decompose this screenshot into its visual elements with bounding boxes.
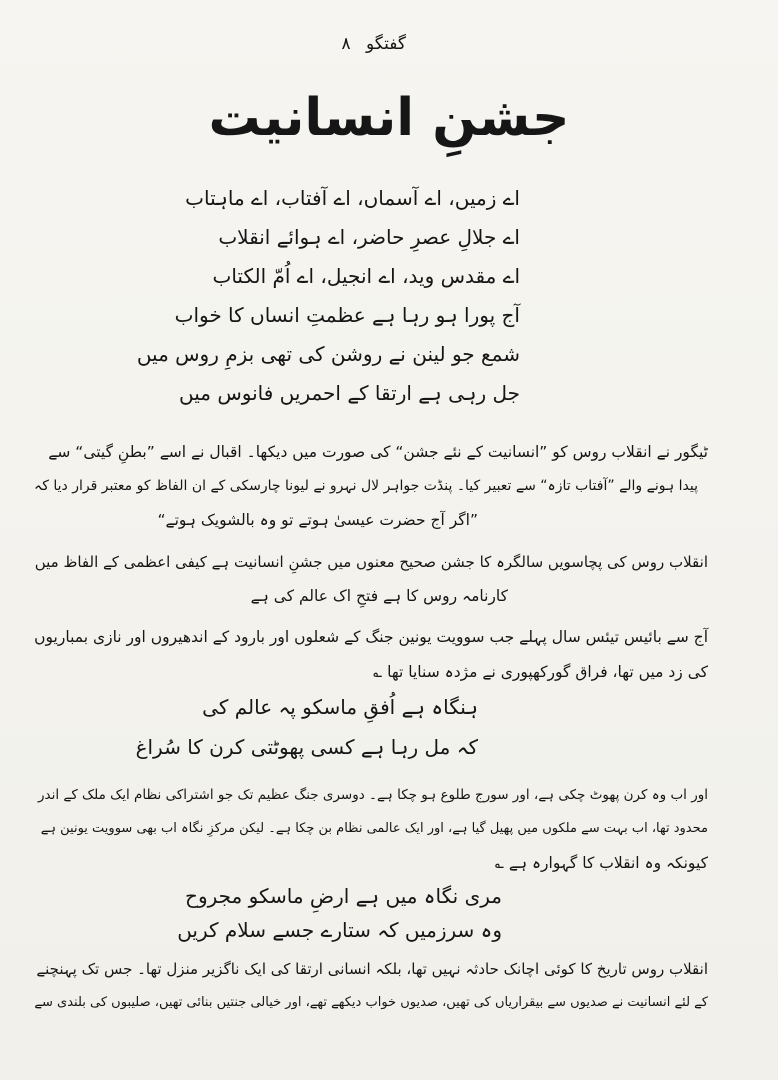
paragraph-line: کے لئے انسانیت نے صدیوں سے بیقراریاں کی تھیں، صدیوں خواب دیکھے تھے، اور خیالی جنتیں بنائی تھیں، صلیبوں کی بلندی سے bbox=[34, 995, 708, 1010]
poem2-line: ہنگاہ ہے اُفقِ ماسکو پہ عالم کی bbox=[202, 695, 478, 719]
paragraph-line: ”اگر آج حضرت عیسیٰ ہوتے تو وہ بالشویک ہوتے“ bbox=[157, 511, 478, 529]
poem1-line: اے جلالِ عصرِ حاضر، اے ہوائے انقلاب bbox=[218, 225, 520, 249]
paragraph-line: اور اب وہ کرن پھوٹ چکی ہے، اور سورج طلوع ہو چکا ہے۔ دوسری جنگ عظیم تک جو اشتراکی نظام ایک ملک کے اندر bbox=[38, 787, 708, 803]
poem1-line: اے زمیں، اے آسماں، اے آفتاب، اے ماہتاب bbox=[185, 186, 520, 210]
paragraph-line: ٹیگور نے انقلاب روس کو ”انسانیت کے نئے جشن“ کی صورت میں دیکھا۔ اقبال نے اسے ”بطنِ گیتی“ سے bbox=[48, 443, 708, 461]
paragraph-line: انقلاب روس کی پچاسویں سالگرہ کا جشن صحیح معنوں میں جشنِ انسانیت ہے کیفی اعظمی کے الفاظ میں bbox=[34, 553, 708, 571]
paragraph-line: محدود تھا، اب بہت سے ملکوں میں پھیل گیا ہے، اور ایک عالمی نظام بن چکا ہے۔ لیکن مرکزِ نگاہ اب بھی سوویت یونین ہے bbox=[40, 821, 708, 836]
page-title: جشنِ انسانیت bbox=[208, 88, 570, 148]
poem2-line: کہ مل رہا ہے کسی پھوٹتی کرن کا سُراغ bbox=[135, 735, 478, 759]
page-number: ۸ bbox=[341, 34, 351, 54]
paragraph-line: آج سے بائیس تیئس سال پہلے جب سوویت یونین جنگ کے شعلوں اور بارود کے اندھیروں اور نازی بمباریوں bbox=[34, 628, 708, 646]
paragraph-line: پیدا ہونے والے ”آفتاب تازہ“ سے تعبیر کیا۔ پنڈت جواہر لال نہرو نے لیونا چارسکی کے ان الفاظ کو معتبر قرار دیا کہ bbox=[34, 478, 698, 494]
poem3-line: مری نگاہ میں ہے ارضِ ماسکو مجروح bbox=[185, 884, 502, 908]
paragraph-line: کی زد میں تھا، فراق گورکھپوری نے مژدہ سنایا تھا ؎ bbox=[373, 663, 708, 681]
poem1-line: اے مقدس وید، اے انجیل، اے اُمّ الکتاب bbox=[212, 264, 520, 288]
poem1-line: جل رہی ہے ارتقا کے احمریں فانوس میں bbox=[179, 381, 520, 405]
paragraph-line: کارنامہ روس کا ہے فتحِ اک عالم کی ہے bbox=[250, 587, 508, 605]
poem3-line: وہ سرزمیں کہ ستارے جسے سلام کریں bbox=[177, 918, 502, 942]
poem1-line: آج پورا ہو رہا ہے عظمتِ انساں کا خواب bbox=[174, 303, 520, 327]
page-header bbox=[341, 34, 406, 54]
paragraph-line: کیونکہ وہ انقلاب کا گہوارہ ہے ؎ bbox=[494, 854, 708, 872]
running-title: گفتگو bbox=[366, 34, 406, 54]
paragraph-line: انقلاب روس تاریخ کا کوئی اچانک حادثہ نہیں تھا، بلکہ انسانی ارتقا کی ایک ناگزیر منزل تھا۔ جس تک پہنچنے bbox=[36, 960, 708, 978]
poem1-line: شمع جو لینن نے روشن کی تھی بزمِ روس میں bbox=[136, 342, 520, 366]
